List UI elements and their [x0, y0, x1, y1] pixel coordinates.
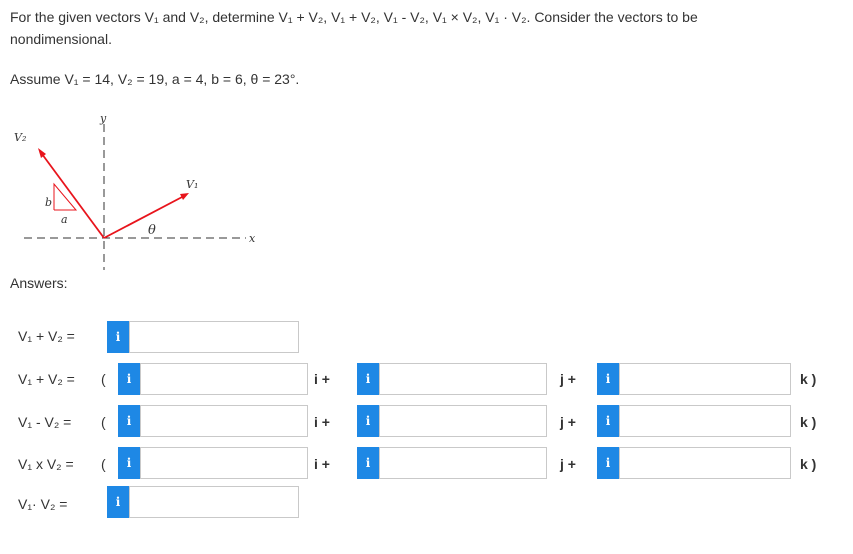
info-icon[interactable]: i — [107, 486, 129, 518]
info-icon[interactable]: i — [118, 405, 140, 437]
k-unit: k ) — [800, 414, 817, 430]
answers-label: Answers: — [10, 275, 68, 291]
answer-2-j-input[interactable] — [379, 363, 547, 395]
answer-3-j-input[interactable] — [379, 405, 547, 437]
k-unit: k ) — [800, 371, 817, 387]
j-unit: j + — [560, 456, 576, 472]
answer-4-k-input[interactable] — [619, 447, 791, 479]
answer-4-j-input[interactable] — [379, 447, 547, 479]
i-unit: i + — [314, 414, 330, 430]
row-1-label: V₁ + V₂ = — [18, 328, 75, 344]
b-label: b — [45, 196, 53, 209]
info-icon[interactable]: i — [597, 363, 619, 395]
theta-label: θ — [148, 223, 156, 238]
info-icon[interactable]: i — [118, 363, 140, 395]
answer-1-input[interactable] — [129, 321, 299, 353]
v1-label: V₁ — [186, 178, 199, 191]
answer-2-i-input[interactable] — [140, 363, 308, 395]
info-icon[interactable]: i — [597, 405, 619, 437]
a-label: a — [61, 213, 68, 226]
row-3-paren: ( — [101, 414, 106, 430]
k-unit: k ) — [800, 456, 817, 472]
j-unit: j + — [560, 414, 576, 430]
j-unit: j + — [560, 371, 576, 387]
info-icon[interactable]: i — [357, 363, 379, 395]
v1-vector — [104, 196, 184, 238]
info-icon[interactable]: i — [107, 321, 129, 353]
row-4-label: V₁ x V₂ = — [18, 456, 74, 472]
assumptions: Assume V₁ = 14, V₂ = 19, a = 4, b = 6, θ = 23°. — [10, 71, 300, 87]
i-unit: i + — [314, 456, 330, 472]
y-axis-label: y — [100, 112, 107, 125]
x-axis-label: x — [249, 232, 256, 245]
answer-5-input[interactable] — [129, 486, 299, 518]
info-icon[interactable]: i — [357, 405, 379, 437]
info-icon[interactable]: i — [357, 447, 379, 479]
problem-statement — [10, 6, 810, 50]
info-icon[interactable]: i — [597, 447, 619, 479]
v1-arrowhead — [180, 193, 189, 200]
row-4-paren: ( — [101, 456, 106, 472]
v2-label: V₂ — [14, 131, 27, 144]
answer-4-i-input[interactable] — [140, 447, 308, 479]
i-unit: i + — [314, 371, 330, 387]
answer-3-k-input[interactable] — [619, 405, 791, 437]
problem-line-1: For the given vectors V₁ and V₂, determine V₁ + V₂, V₁ + V₂, V₁ - V₂, V₁ × V₂, V₁ · V₂. Consider the vectors to be — [10, 9, 698, 25]
row-3-label: V₁ - V₂ = — [18, 414, 72, 430]
answer-2-k-input[interactable] — [619, 363, 791, 395]
info-icon[interactable]: i — [118, 447, 140, 479]
vector-diagram — [10, 110, 270, 270]
row-2-paren: ( — [101, 371, 106, 387]
answer-3-i-input[interactable] — [140, 405, 308, 437]
row-2-label: V₁ + V₂ = — [18, 371, 75, 387]
row-5-label: V₁· V₂ = — [18, 496, 68, 512]
problem-line-2: nondimensional. — [10, 31, 112, 47]
